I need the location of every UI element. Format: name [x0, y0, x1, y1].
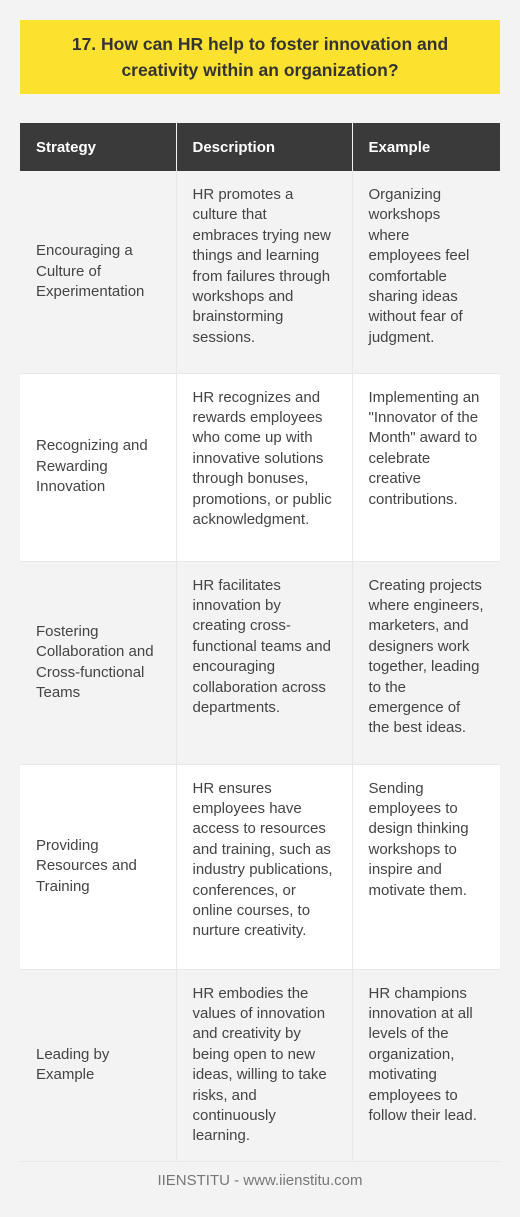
strategy-cell: Providing Resources and Training [20, 764, 176, 969]
table-row [20, 969, 500, 1161]
strategy-cell: Encouraging a Culture of Experimentation [20, 171, 176, 373]
column-header-strategy: Strategy [20, 123, 176, 171]
table-header-row [20, 123, 500, 171]
example-cell: Sending employees to design thinking workshops to inspire and motivate them. [352, 764, 500, 969]
description-cell: HR promotes a culture that embraces trying new things and learning from failures through workshops and brainstorming sessions. [176, 171, 352, 373]
example-cell: Organizing workshops where employees feel comfortable sharing ideas without fear of judgment. [352, 171, 500, 373]
table-row [20, 561, 500, 764]
example-cell: Implementing an "Innovator of the Month" award to celebrate creative contributions. [352, 373, 500, 561]
footer-credit: IIENSTITU - www.iienstitu.com [157, 1172, 363, 1189]
strategy-cell: Leading by Example [20, 969, 176, 1161]
page-title: 17. How can HR help to foster innovation and creativity within an organization? [71, 34, 449, 80]
table-row [20, 171, 500, 373]
table-row [20, 373, 500, 561]
table-row [20, 764, 500, 969]
title-banner [20, 20, 500, 94]
description-cell: HR facilitates innovation by creating cross-functional teams and encouraging collaboration across departments. [176, 561, 352, 764]
example-cell: Creating projects where engineers, marketers, and designers work together, leading to the emergence of the best ideas. [352, 561, 500, 764]
example-cell: HR champions innovation at all levels of the organization, motivating employees to follow their lead. [352, 969, 500, 1161]
description-cell: HR embodies the values of innovation and creativity by being open to new ideas, willing to take risks, and continuously learning. [176, 969, 352, 1161]
strategy-table [20, 123, 500, 1162]
description-cell: HR ensures employees have access to resources and training, such as industry publications, conferences, or online courses, to nurture creativity. [176, 764, 352, 969]
column-header-description: Description [176, 123, 352, 171]
column-header-example: Example [352, 123, 500, 171]
strategy-cell: Recognizing and Rewarding Innovation [20, 373, 176, 561]
description-cell: HR recognizes and rewards employees who come up with innovative solutions through bonuses, promotions, or public acknowledgment. [176, 373, 352, 561]
strategy-cell: Fostering Collaboration and Cross-functional Teams [20, 561, 176, 764]
